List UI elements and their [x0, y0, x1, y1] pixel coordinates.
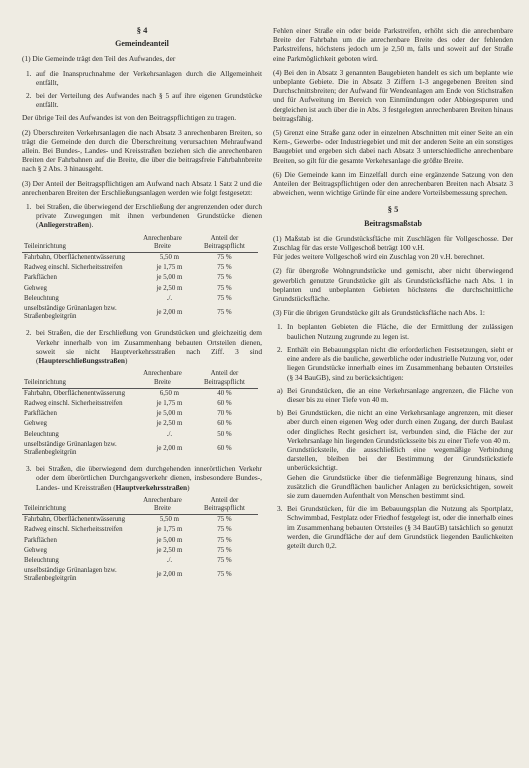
list-number: 3.: [277, 504, 283, 514]
col-header-share: Anteil der Beitragspflicht: [191, 369, 258, 388]
list-number: a): [277, 385, 283, 395]
share-cell: 40 %: [217, 389, 232, 397]
table-row: [22, 399, 258, 409]
breadth-cell: je 5,00 m: [156, 274, 183, 282]
part-cell: unselbständige Grünanlagen bzw. Straßenbegleitgrün: [24, 440, 117, 456]
part-cell: Parkflächen: [24, 410, 57, 418]
breadth-cell: je 1,75 m: [156, 264, 183, 272]
list-item: [26, 91, 262, 109]
street-type-label: Haupterschließungsstraßen: [38, 356, 125, 366]
list-text: Bei Grundstücken, für die im Bebauungsplan die Nutzung als Sportplatz, Schwimmbad, Festplatz oder Friedhof festgelegt ist, oder die innerhalb eines im Zusammenhang bebauten Ortsteiles (§ 34 BauGB) tatsächlich so genutzt werden, die Grundfläche der auf dem Grundstück liegenden Baulichkeiten geteilt durch 0,2.: [287, 504, 513, 550]
section-title: Gemeindeanteil: [115, 39, 169, 49]
list-text-end: ): [124, 356, 128, 366]
table-row: [22, 566, 258, 584]
table-row: [22, 525, 258, 535]
list-text: auf die Inanspruchnahme der Verkehrsanlagen durch die Allgemeinheit entfällt,: [36, 68, 262, 87]
table-row: [22, 430, 258, 440]
list-text: In beplanten Gebieten die Fläche, die der Ermittlung der zulässigen baulichen Nutzung zugrunde zu legen ist.: [287, 322, 513, 341]
table-row: [22, 253, 258, 264]
list-item: [277, 504, 513, 550]
breadth-cell: 5,50 m: [159, 516, 180, 524]
list-number: 2.: [26, 328, 32, 338]
table-body: [22, 515, 258, 585]
table-row: [22, 263, 258, 273]
right-column: [273, 26, 513, 554]
part-cell: Fahrbahn, Oberflächenentwässerung: [24, 254, 126, 262]
breadth-cell: je 1,75 m: [156, 399, 183, 407]
list-text: [36, 202, 262, 230]
breadth-cell: je 5,00 m: [156, 410, 183, 418]
list-item: [26, 69, 262, 87]
col-header-breadth: Anrechenbare Breite: [134, 369, 191, 388]
breadth-cell: 6,50 m: [159, 389, 180, 397]
list-number: 2.: [26, 91, 32, 101]
list-text: Enthält ein Bebauungsplan nicht die erforderlichen Festsetzungen, sieht er eine andere als die bauliche, gewerbliche oder industrielle Nutzung vor, oder liegen Grundstücke innerhalb eines im Zusammenhang bebauten Ortsteiles (§ 34 BauGB), sind zu berücksichtigen:: [287, 344, 513, 382]
share-cell: 50 %: [217, 430, 232, 438]
share-cell: 75 %: [217, 284, 232, 292]
list-number: b): [277, 408, 284, 418]
breadth-cell: ./.: [166, 556, 173, 564]
breadth-table-1: [22, 234, 258, 323]
col-header-breadth: Anrechenbare Breite: [134, 496, 191, 515]
share-cell: 60 %: [217, 444, 232, 452]
share-cell: 75 %: [217, 264, 232, 272]
share-cell: 60 %: [217, 399, 232, 407]
list-text: Gehen die Grundstücke über die tiefenmäßige Begrenzung hinaus, sind zusätzlich die Grundflächen baulicher Anlagen zu berücksichtigen, soweit sie zum dauernden Aufenthalt von Menschen bestimmt sind.: [287, 472, 513, 500]
list-text-end: ).: [89, 220, 94, 230]
share-cell: 70 %: [217, 410, 232, 418]
paragraph: Der übrige Teil des Aufwandes ist von den Beitragspflichtigen zu tragen.: [22, 113, 237, 123]
list-text-part: bei Straßen, die überwiegend der Erschließung der angrenzenden oder durch private Zuwegungen mit ihnen verbundenen Grundstücke dienen (: [36, 202, 262, 230]
breadth-cell: je 2,50 m: [156, 546, 183, 554]
part-cell: Radweg einschl. Sicherheitsstreifen: [24, 399, 123, 407]
breadth-table-2: [22, 369, 258, 458]
breadth-cell: ./.: [166, 430, 173, 438]
part-cell: Beleuchtung: [24, 430, 59, 438]
part-cell: Radweg einschl. Sicherheitsstreifen: [24, 264, 123, 272]
breadth-cell: je 5,00 m: [156, 536, 183, 544]
list-item: [277, 445, 513, 473]
list-text: [36, 328, 262, 365]
table-row: [22, 294, 258, 304]
part-cell: Parkflächen: [24, 536, 57, 544]
list-text: Bei Grundstücken, die an eine Verkehrsanlage angrenzen, die Fläche von dieser bis zu einer Tiefe von 40 m.: [287, 385, 513, 404]
paragraph: (3) Der Anteil der Beitragspflichtigen am Aufwand nach Absatz 1 Satz 2 und die anrechenbaren Breiten der Erschließungsanlagen werden wie folgt festgesetzt:: [22, 178, 262, 197]
share-cell: 75 %: [217, 294, 232, 302]
part-cell: Radweg einschl. Sicherheitsstreifen: [24, 526, 123, 534]
street-type-label: Hauptverkehrsstraßen: [115, 482, 188, 492]
list-number: 3.: [26, 464, 32, 474]
table-row: [22, 556, 258, 566]
table-row: [22, 419, 258, 429]
list-item: [277, 345, 513, 382]
col-header-part: Teileinrichtung: [22, 496, 134, 515]
share-cell: 75 %: [217, 516, 232, 524]
share-cell: 75 %: [217, 536, 232, 544]
share-cell: 60 %: [217, 420, 232, 428]
breadth-cell: ./.: [166, 294, 173, 302]
breadth-table-3: [22, 496, 258, 585]
list-item: [26, 202, 262, 230]
part-cell: Gehweg: [24, 420, 47, 428]
col-header-breadth: Anrechenbare Breite: [134, 234, 191, 253]
part-cell: Parkflächen: [24, 274, 57, 282]
list-item: [277, 322, 513, 340]
breadth-cell: je 2,00 m: [156, 571, 183, 579]
col-header-share: Anteil der Beitragspflicht: [191, 496, 258, 515]
part-cell: Fahrbahn, Oberflächenentwässerung: [24, 516, 126, 524]
left-column: [22, 26, 262, 591]
list-item: [277, 473, 513, 501]
paragraph: (2) Überschreiten Verkehrsanlagen die nach Absatz 3 anrechenbaren Breiten, so trägt die Gemeinde den durch die Überschreitung verursachten Mehraufwand allein. Bei Bundes-, Landes- und Kreisstraßen beziehen sich die anrechenbaren Breiten der Fahrbahnen auf die Breite, die über die beitragsfreie Fahrbahnbreite nach § 2 Abs. 3 hinausgeht.: [22, 127, 262, 174]
section-number: § 5: [387, 204, 399, 215]
col-header-part: Teileinrichtung: [22, 369, 134, 388]
share-cell: 75 %: [217, 526, 232, 534]
breadth-cell: je 1,75 m: [156, 526, 183, 534]
paragraph: Für jedes weitere Vollgeschoß wird ein Zuschlag von 20 v.H. berechnet.: [273, 252, 485, 262]
table-row: [22, 304, 258, 322]
list-text-part: bei Straßen, die überwiegend dem durchgehenden innerörtlichen Verkehr oder dem überörtlichen Durchgangsverkehr dienen, insbesondere Bundes-, Landes- und Kreisstraßen (: [36, 464, 262, 492]
paragraph: (1) Die Gemeinde trägt den Teil des Aufwandes, der: [22, 54, 176, 64]
part-cell: unselbständige Grünanlagen bzw. Straßenbegleitgrün: [24, 567, 117, 583]
table-row: [22, 388, 258, 399]
table-row: [22, 440, 258, 458]
part-cell: Gehweg: [24, 284, 47, 292]
table-row: [22, 273, 258, 283]
breadth-cell: 5,50 m: [159, 254, 180, 262]
list-item: [277, 386, 513, 404]
paragraph: Fehlen einer Straße ein oder beide Parkstreifen, erhöht sich die anrechenbare Breite der Fahrbahn um die anrechenbare Breite des oder der fehlenden Parkstreifens, höchstens jedoch um je 2,50 m, falls und soweit auf der Straße eine Parkmöglichkeit geboten wird.: [273, 26, 513, 63]
col-header-share: Anteil der Beitragspflicht: [191, 234, 258, 253]
part-cell: Beleuchtung: [24, 556, 59, 564]
list-number: 1.: [26, 68, 32, 78]
table-row: [22, 515, 258, 526]
table-row: [22, 546, 258, 556]
list-text-end: ): [187, 482, 190, 492]
paragraph: (6) Die Gemeinde kann im Einzelfall durch eine ergänzende Satzung von den Anteilen der Beitragspflichtigen oder den anrechenbaren Breiten nach Absatz 3 abweichen, wenn wichtige Gründe für eine andere Vorteilsbemessung sprechen.: [273, 169, 513, 198]
share-cell: 75 %: [217, 571, 232, 579]
paragraph: (1) Maßstab ist die Grundstücksfläche mit Zuschlägen für Vollgeschosse. Der Zuschlag für das erste Vollgeschoß beträgt 100 v.H.: [273, 233, 513, 253]
col-header-part: Teileinrichtung: [22, 234, 134, 253]
list-number: 1.: [277, 322, 283, 332]
table-row: [22, 409, 258, 419]
share-cell: 75 %: [217, 274, 232, 282]
breadth-cell: je 2,00 m: [156, 309, 183, 317]
list-number: 1.: [26, 202, 32, 212]
list-text: Bei Grundstücken, die nicht an eine Verkehrsanlage angrenzen, mit dieser aber durch einen eigenen Weg oder durch einen Zugang, der durch Baulast oder dingliches Recht gesichert ist, verbunden sind, die Fläche der zur Verkehrsanlage hin liegenden Grundstücksseite bis zu einer Tiefe von 40 m.: [287, 408, 513, 445]
list-item: [277, 408, 513, 445]
paragraph: (4) Bei den in Absatz 3 genannten Baugebieten handelt es sich um beplante wie unbeplante Gebiete. Die in Absatz 3 Ziffern 1-3 angegebenen Breiten sind Durchschnittsbreiten; der Aufwand für Wendeanlagen am Ende von Stichstraßen und für Aufweitung im Bereich von Einmündungen oder Abbiegespuren und dergleichen ist auch über die in Abs. 3 festgelegten anrechenbaren Breiten hinaus beitragsfähig.: [273, 67, 513, 123]
list-text: Grundstücksteile, die ausschließlich eine wegemäßige Verbindung darstellen, bleiben bei der Bestimmung der Grundstückstiefe unberücksichtigt.: [287, 444, 513, 473]
street-type-label: Anliegerstraßen: [38, 220, 90, 230]
breadth-cell: je 2,50 m: [156, 284, 183, 292]
share-cell: 75 %: [217, 254, 232, 262]
section-number: § 4: [136, 25, 148, 35]
list-number: 2.: [277, 344, 283, 354]
table-body: [22, 388, 258, 458]
share-cell: 75 %: [217, 309, 232, 317]
list-text: bei der Verteilung des Aufwandes nach § 5 auf ihre eigenen Grundstücke entfällt.: [36, 91, 262, 110]
part-cell: Fahrbahn, Oberflächenentwässerung: [24, 389, 126, 397]
part-cell: Beleuchtung: [24, 294, 59, 302]
share-cell: 75 %: [217, 546, 232, 554]
paragraph: (2) für übergroße Wohngrundstücke und gemischt, aber nicht überwiegend gewerblich genutzte Grundstücke gilt als Grundstücksfläche nach Abs. 1 in beplanten und unbeplanten Gebieten höchstens die durchschnittliche Grundstücksfläche.: [273, 266, 513, 304]
section-title: Beitragsmaßstab: [364, 218, 422, 228]
share-cell: 75 %: [217, 556, 232, 564]
list-item: [26, 464, 262, 492]
paragraph: (5) Grenzt eine Straße ganz oder in einzelnen Abschnitten mit einer Seite an ein Kern-, Gewerbe- oder Industriegebiet und mit der anderen Seite an ein sonstiges Baugebiet und ergeben sich dabei nach Absatz 3 unterschiedliche anrechenbare Breiten, so gilt für die gesamte Verkehrsanlage die größte Breite.: [273, 128, 513, 165]
table-row: [22, 284, 258, 294]
breadth-cell: je 2,50 m: [156, 420, 183, 428]
table-body: [22, 253, 258, 323]
part-cell: unselbständige Grünanlagen bzw. Straßenbegleitgrün: [24, 305, 117, 321]
breadth-cell: je 2,00 m: [156, 444, 183, 452]
list-text-part: bei Straßen, die der Erschließung von Grundstücken und gleichzeitig dem Verkehr innerhalb von im Zusammenhang bebauten Ortsteilen dienen, soweit sie nicht Hauptverkehrsstraßen nach Ziff. 3 sind (: [36, 328, 262, 366]
table-row: [22, 536, 258, 546]
paragraph: (3) Für die übrigen Grundstücke gilt als Grundstücksfläche nach Abs. 1:: [273, 308, 485, 318]
list-text: [36, 464, 262, 492]
part-cell: Gehweg: [24, 546, 47, 554]
list-item: [26, 328, 262, 365]
